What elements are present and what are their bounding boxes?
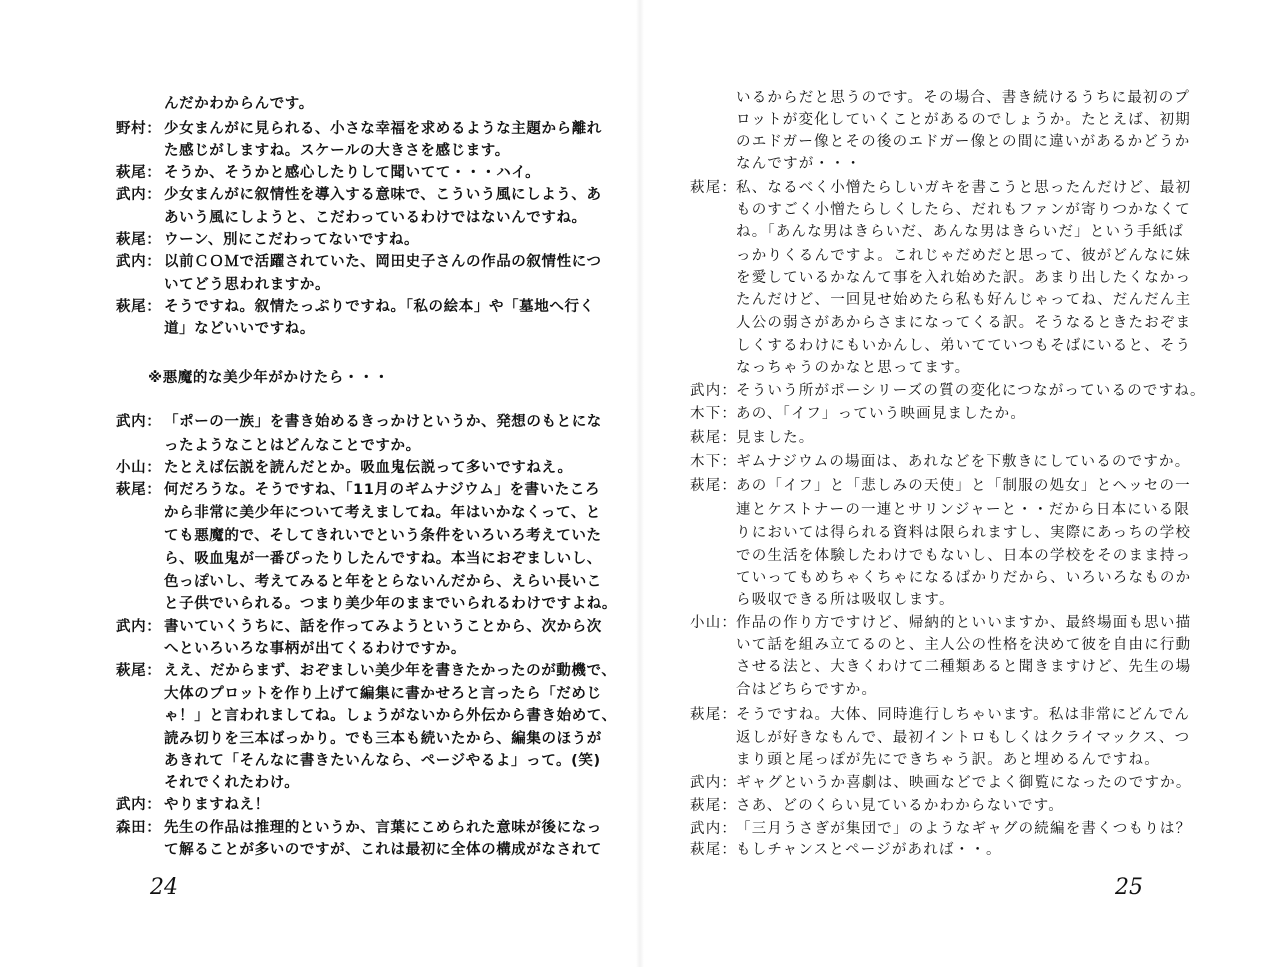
dialogue-text: あの「イフ」と「悲しみの天使」と「制服の処女」とヘッセの一 [736,478,1191,494]
text-line [116,706,617,726]
text-line [690,404,1026,424]
dialogue-text: いるからだと思うのです。その場合、書き続けるうちに最初のプ [736,90,1191,106]
dialogue-text: さあ、どのくらい見ているかわからないです。 [736,798,1064,814]
dialogue-text: ウーン、別にこだわってないですね。 [164,232,420,248]
dialogue-text: 人公の弱さがあからさまになってくる訳。そうなるときたおぞま [736,315,1192,331]
text-line [690,222,1184,242]
speaker-label: 萩尾： [116,165,162,181]
dialogue-text: 色っぽいし、考えてみると年をとらないんだから、えらい長いこ [164,574,602,590]
text-line [116,163,540,183]
dialogue-text: 「三月うさぎが集団で」のようなギャグの続編を書くつもりは？ [736,821,1192,837]
text-line [116,594,617,614]
text-line [690,178,1191,198]
right-page [640,0,1280,967]
text-line [116,412,602,432]
dialogue-text: 見ました。 [736,430,815,446]
speaker-label: 野村： [116,121,162,137]
dialogue-text: いてどう思われますか。 [164,277,331,293]
dialogue-text: での生活を体験したわけでもないし、日本の学校をそのまま持っ [736,548,1192,564]
text-line [690,523,1191,543]
dialogue-text: そうですね。大体、同時進行しちゃいます。私は非常にどんでん [736,707,1191,723]
dialogue-text: りにおいては得られる資料は限られますし、実際にあっちの学校 [736,525,1192,541]
text-line [116,230,419,250]
dialogue-text: ものすごく小憎たらしくしたら、だれもファンが寄りつかなくて [736,202,1192,218]
dialogue-text: ら吸収できる所は吸収します。 [736,592,955,608]
text-line [116,480,600,500]
text-line [690,452,1190,472]
text-line [690,613,1191,633]
text-line [116,208,587,228]
dialogue-text: やりますねえ！ [164,797,270,813]
text-line [690,200,1191,220]
text-line [690,290,1191,310]
dialogue-text: もしチャンスとページがあれば・・。 [736,842,1002,858]
section-heading: ※悪魔的な美少年がかけたら・・・ [148,370,390,386]
page-number-left: 24 [150,875,178,900]
dialogue-text: へといろいろな事柄が出てくるわけですか。 [164,641,466,657]
dialogue-text: 「ポーの一族」を書き始めるきっかけというか、発想のもとにな [164,414,602,430]
text-line [116,840,602,860]
dialogue-text: あの、「イフ」っていう映画見ましたか。 [736,406,1027,422]
dialogue-text: 少女まんがに叙情性を導入する意味で、こういう風にしよう、あ [164,187,602,203]
text-line [116,503,601,523]
text-line [690,819,1191,839]
dialogue-text: あきれて「そんなに書きたいんなら、ページやるよ」って。(笑) [164,753,601,769]
dialogue-text: て解ることが多いのですが、これは最初に全体の構成がなされて [164,842,602,858]
speaker-label: 小山： [116,460,162,476]
dialogue-text: なっちゃうのかなと思ってます。 [736,360,971,376]
dialogue-text: そうか、そうかと感心したりして聞いてて・・・ハイ。 [164,165,541,181]
text-line [116,94,314,114]
text-line [116,661,616,681]
dialogue-text: ら、吸血鬼が一番ぴったりしたんですね。本当におぞましいし、 [164,551,602,567]
text-line [690,88,1190,108]
text-line [690,313,1191,333]
dialogue-text: たんだけど、一回見せ始めたら私も好んじゃってね、だんだん主 [736,292,1192,308]
dialogue-text: ギャグというか喜劇は、映画などでよく御覧になったのですか。 [736,775,1192,791]
dialogue-text: ね。「あんな男はきらいだ、あんな男はきらいだ」という手紙ば [736,224,1185,240]
text-line [116,458,573,478]
speaker-label: 武内： [116,414,162,430]
text-line [690,657,1191,677]
text-line [690,796,1064,816]
text-line [116,549,602,569]
dialogue-text: それでくれたわけ。 [164,775,300,791]
speaker-label: 武内： [690,775,738,791]
speaker-label: 萩尾： [116,482,162,498]
text-line [690,132,1190,152]
text-line [116,818,602,838]
speaker-label: 萩尾： [690,478,738,494]
text-line [116,729,602,749]
text-line [116,572,602,592]
speaker-label: 木下： [690,406,738,422]
text-line [116,297,595,317]
dialogue-text: 連とケストナーの一連とサリンジャーと・・だから日本にいる限 [736,502,1191,518]
dialogue-text: あいう風にしようと、こだわっているわけではないんですね。 [164,210,587,226]
page-number-right: 25 [1115,875,1143,900]
dialogue-text: から非常に美少年について考えましてね。年はいかなくって、と [164,505,602,521]
dialogue-text: たとえば伝説を読んだとか。吸血鬼伝説って多いですねえ。 [164,460,573,476]
speaker-label: 萩尾： [690,180,738,196]
text-line [116,526,602,546]
text-line [116,617,602,637]
text-line [690,728,1190,748]
text-line [116,141,510,161]
text-line [690,635,1191,655]
speaker-label: 萩尾： [690,842,738,858]
dialogue-text: ギムナジウムの場面は、あれなどを下敷きにしているのですか。 [736,454,1191,470]
text-line [690,840,1002,860]
dialogue-text: いて話を組み立てるのと、主人公の性格を決めて彼を自由に行動 [736,637,1192,653]
speaker-label: 森田： [116,820,162,836]
dialogue-text: 先生の作品は推理的というか、言葉にこめられた意味が後になっ [164,820,602,836]
text-line [690,546,1191,566]
dialogue-text: 道」などいいですね。 [164,321,315,337]
text-line [690,381,1206,401]
speaker-label: 萩尾： [690,430,738,446]
dialogue-text: させる法と、大きくわけて二種類あると聞きますけど、先生の場 [736,659,1192,675]
text-line [116,795,270,815]
speaker-label: 木下： [690,454,738,470]
dialogue-text: しくするわけにもいかんし、弟いてていつもそばにいると、そう [736,338,1192,354]
dialogue-text: そういう所がポーシリーズの質の変化につながっているのですね。 [736,383,1206,399]
text-line [116,119,602,139]
dialogue-text: 書いていくうちに、話を作ってみようということから、次から次 [164,619,602,635]
dialogue-text: まり頭と尾っぽが先にできちゃう訳。あと埋めるんですね。 [736,752,1160,768]
dialogue-text: ても悪魔的で、そしてきれいでという条件をいろいろ考えていた [164,528,602,544]
text-line [690,428,815,448]
text-line [690,358,970,378]
dialogue-text: そうですね。叙情たっぷりですね。「私の絵本」や「墓地へ行く [164,299,595,315]
dialogue-text: っかりくるんですよ。これじゃだめだと思って、彼がどんなに妹 [736,248,1192,264]
dialogue-text: のエドガー像とその後のエドガー像との間に違いがあるかどうか [736,134,1191,150]
dialogue-text: と子供でいられる。つまり美少年のままでいられるわけですよね。 [164,596,617,612]
speaker-label: 萩尾： [690,798,738,814]
text-line [690,680,877,700]
dialogue-text: ロットが変化していくことがあるのでしょうか。たとえば、初期 [736,112,1192,128]
text-line [116,252,602,272]
speaker-label: 武内： [116,254,162,270]
dialogue-text: ゃ！」と言われましてね。しょうがないから外伝から書き始めて、 [164,708,617,724]
speaker-label: 武内： [690,383,738,399]
dialogue-text: 大体のプロットを作り上げて編集に書かせろと言ったら「だめじ [164,686,602,702]
dialogue-text: ええ、だからまず、おぞましい美少年を書きたかったのが動機で、 [164,663,617,679]
dialogue-text: んだかわからんです。 [164,96,314,112]
dialogue-text: 作品の作り方ですけど、帰納的といいますか、最終場面も思い描 [736,615,1192,631]
text-line [690,268,1191,288]
text-line [690,500,1190,520]
speaker-label: 武内： [116,797,162,813]
text-line [116,275,330,295]
dialogue-text: 少女まんがに見られる、小さな幸福を求めるような主題から離れ [164,121,602,137]
text-line [116,684,602,704]
text-line [690,750,1160,770]
text-line [690,773,1192,793]
speaker-label: 武内： [116,187,162,203]
text-line [690,705,1190,725]
text-line [690,590,955,610]
dialogue-text: 何だろうな。そうですね、「11月のギムナジウム」を書いたころ [164,482,601,498]
text-line [690,154,862,174]
speaker-label: 武内： [116,619,162,635]
speaker-label: 萩尾： [690,707,738,723]
text-line [690,246,1191,266]
dialogue-text: 返しが好きなもんで、最初イントロもしくはクライマックス、つ [736,730,1191,746]
dialogue-text: 以前ＣＯＭで活躍されていた、岡田史子さんの作品の叙情性につ [164,254,602,270]
dialogue-text: 合はどちらですか。 [736,682,878,698]
text-line [690,110,1191,130]
dialogue-text: た感じがしますね。スケールの大きさを感じます。 [164,143,510,159]
text-line [116,639,466,659]
speaker-label: 萩尾： [116,299,162,315]
text-line [690,336,1191,356]
speaker-label: 萩尾： [116,663,162,679]
speaker-label: 武内： [690,821,738,837]
dialogue-text: を愛しているかなんて事を入れ始めた訳。あまり出したくなかっ [736,270,1192,286]
text-line [116,751,601,771]
text-line [116,319,315,339]
speaker-label: 小山： [690,615,738,631]
dialogue-text: ったようなことはどんなことですか。 [164,438,421,454]
dialogue-text: 私、なるべく小憎たらしいガキを書こうと思ったんだけど、最初 [736,180,1192,196]
dialogue-text: ていってもめちゃくちゃになるばかりだから、いろいろなものか [736,570,1192,586]
dialogue-text: なんですが・・・ [736,156,862,172]
text-line [116,185,602,205]
text-line [690,476,1191,496]
text-line [116,436,421,456]
dialogue-text: 読み切りを三本ばっかり。でも三本も続いたから、編集のほうが [164,731,602,747]
text-line [116,773,299,793]
speaker-label: 萩尾： [116,232,162,248]
text-line [690,568,1191,588]
